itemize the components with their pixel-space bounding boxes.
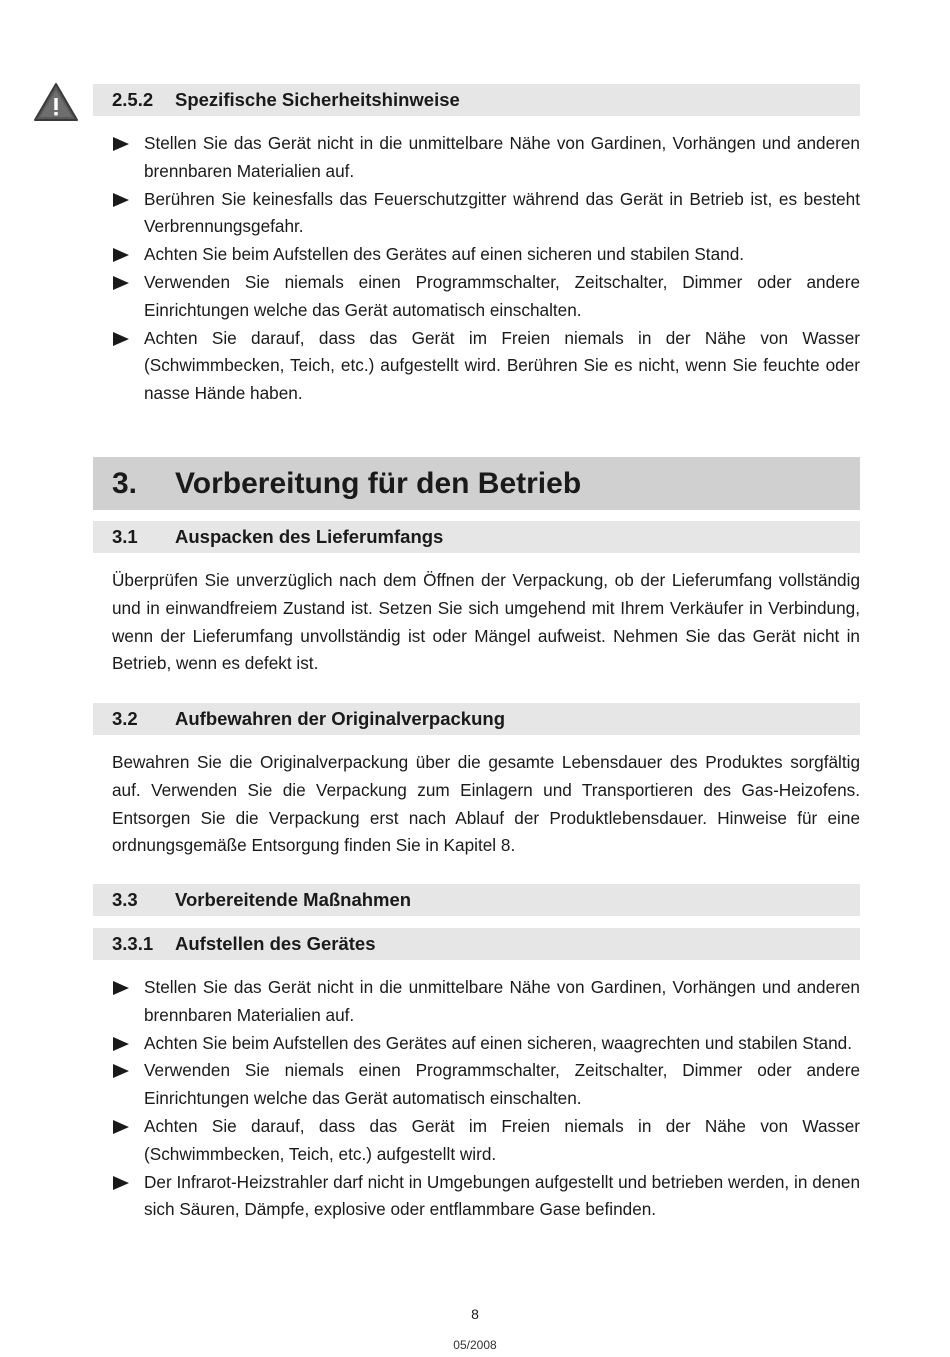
section-number: 3.3.1 xyxy=(112,933,154,954)
section-title: Vorbereitende Maßnahmen xyxy=(175,889,412,910)
document-date: 05/2008 xyxy=(453,1338,497,1352)
paragraph-3-2: Bewahren Sie die Originalverpackung über die gesamte Lebensdauer des Produktes sorgfältig auf. Verwenden Sie die Verpackung zum Einlagern und Transportieren des Gas-Heizofens. Entsorgen Sie die Verpackung erst nach Ablauf der Produktlebensdauer. Hinweise für eine ordnungsgemäße Entsorgung finden Sie in Kapitel 8. xyxy=(112,752,860,856)
section-heading-2-5-2 xyxy=(93,84,860,116)
triangle-bullet-icon xyxy=(113,1064,129,1078)
list-item-text: Achten Sie beim Aufstellen des Gerätes auf einen sicheren, waagrechten und stabilen Stand. xyxy=(144,1032,853,1053)
section-number: 2.5.2 xyxy=(112,89,154,110)
triangle-bullet-icon xyxy=(113,1176,129,1190)
list-item xyxy=(112,1113,860,1169)
chapter-heading-3 xyxy=(93,457,860,510)
section-heading-3-1 xyxy=(93,521,860,553)
triangle-bullet-icon xyxy=(113,248,129,262)
chapter-title: Vorbereitung für den Betrieb xyxy=(175,466,582,500)
list-item-text: Der Infrarot-Heizstrahler darf nicht in Umgebungen aufgestellt und betrieben werden, in denen sich Säuren, Dämpfe, explosive oder entflammbare Gase befinden. xyxy=(144,1171,860,1220)
triangle-bullet-icon xyxy=(113,332,129,346)
section-heading-3-2 xyxy=(93,703,860,735)
list-item xyxy=(112,1030,860,1058)
section-title: Auspacken des Lieferumfangs xyxy=(175,526,444,547)
section-title: Aufbewahren der Originalverpackung xyxy=(175,708,505,729)
list-item-text: Stellen Sie das Gerät nicht in die unmittelbare Nähe von Gardinen, Vorhängen und anderen brennbaren Materialien auf. xyxy=(144,133,860,181)
triangle-bullet-icon xyxy=(113,1120,129,1134)
warning-triangle-icon xyxy=(33,82,79,122)
section-number: 3.3 xyxy=(112,889,138,910)
section-heading-3-3-1 xyxy=(93,928,860,960)
triangle-bullet-icon xyxy=(113,193,129,207)
list-item-text: Verwenden Sie niemals einen Programmschalter, Zeitschalter, Dimmer oder andere Einrichtungen welche das Gerät automatisch einschalten. xyxy=(144,1060,860,1109)
triangle-bullet-icon xyxy=(113,137,129,151)
triangle-bullet-icon xyxy=(113,276,129,290)
list-item xyxy=(112,325,860,408)
list-item-text: Achten Sie darauf, dass das Gerät im Freien niemals in der Nähe von Wasser (Schwimmbecken, Teich, etc.) aufgestellt wird. Berühren Sie es nicht, wenn Sie feuchte oder nasse Hände haben. xyxy=(144,327,860,404)
list-item xyxy=(112,1057,860,1113)
setup-list xyxy=(112,974,860,1224)
section-title: Aufstellen des Gerätes xyxy=(175,933,376,954)
list-item-text: Achten Sie darauf, dass das Gerät im Freien niemals in der Nähe von Wasser (Schwimmbecken, Teich, etc.) aufgestellt wird. xyxy=(144,1115,860,1164)
section-number: 3.1 xyxy=(112,526,138,547)
page-number: 8 xyxy=(471,1306,479,1322)
section-title: Spezifische Sicherheitshinweise xyxy=(175,89,460,110)
list-item-text: Achten Sie beim Aufstellen des Gerätes auf einen sicheren und stabilen Stand. xyxy=(144,244,745,265)
triangle-bullet-icon xyxy=(113,981,129,995)
list-item xyxy=(112,130,860,186)
list-item xyxy=(112,186,860,242)
list-item xyxy=(112,269,860,325)
section-number: 3.2 xyxy=(112,708,138,729)
chapter-number: 3. xyxy=(112,466,138,500)
list-item-text: Verwenden Sie niemals einen Programmschalter, Zeitschalter, Dimmer oder andere Einrichtungen welche das Gerät automatisch einschalten. xyxy=(144,271,860,320)
list-item xyxy=(112,1169,860,1225)
list-item xyxy=(112,241,860,269)
paragraph-3-1: Überprüfen Sie unverzüglich nach dem Öffnen der Verpackung, ob der Lieferumfang vollständig und in einwandfreiem Zustand ist. Setzen Sie sich umgehend mit Ihrem Verkäufer in Verbindung, wenn der Lieferumfang unvollständig ist oder Mängel aufweist. Nehmen Sie das Gerät nicht in Betrieb, wenn es defekt ist. xyxy=(112,570,860,674)
list-item xyxy=(112,974,860,1030)
triangle-bullet-icon xyxy=(113,1037,129,1051)
section-heading-3-3 xyxy=(93,884,860,916)
list-item-text: Berühren Sie keinesfalls das Feuerschutzgitter während das Gerät in Betrieb ist, es besteht Verbrennungsgefahr. xyxy=(144,188,860,237)
safety-list xyxy=(112,130,860,408)
list-item-text: Stellen Sie das Gerät nicht in die unmittelbare Nähe von Gardinen, Vorhängen und anderen brennbaren Materialien auf. xyxy=(144,977,860,1025)
